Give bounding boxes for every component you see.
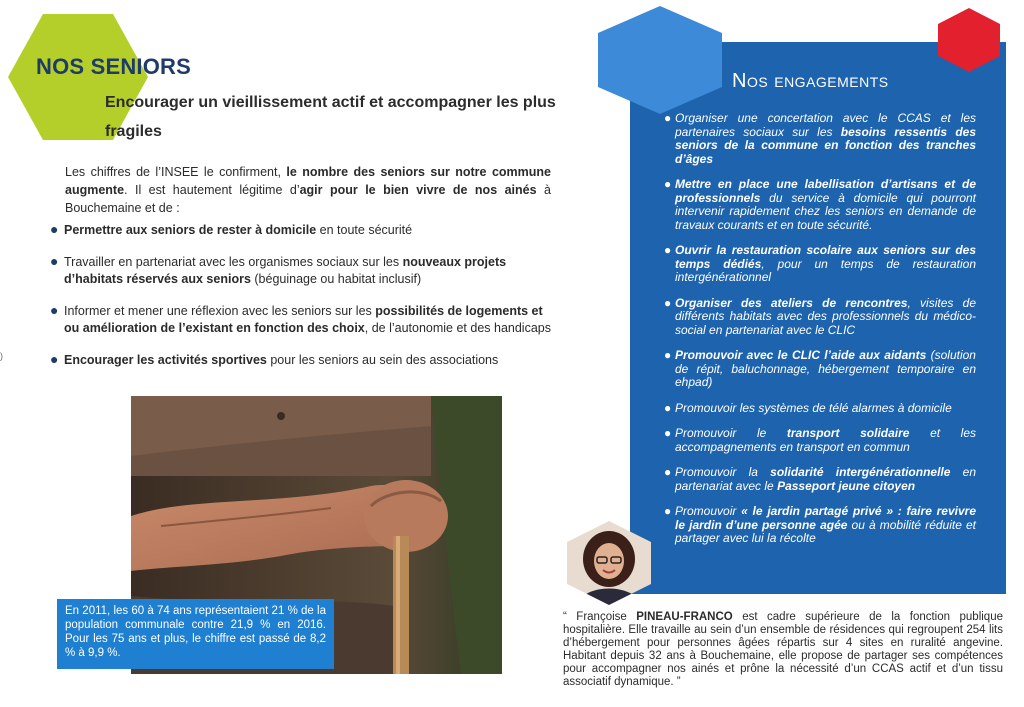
bullet-dot-icon: ● bbox=[664, 426, 672, 440]
intro-text-1: Les chiffres de l’INSEE le confirment, bbox=[65, 165, 287, 179]
bullet-text: Travailler en partenariat avec les organismes sociaux sur les bbox=[64, 255, 403, 269]
bullet-text: Informer et mener une réflexion avec les seniors sur les bbox=[64, 304, 376, 318]
item-bold: Ouvrir la restauration scolaire aux seniors sur des temps dédiés bbox=[675, 243, 976, 271]
intro-text-3: à Bouchemaine et de : bbox=[65, 183, 551, 215]
quote-name: PINEAU-FRANCO bbox=[636, 611, 733, 623]
list-item bbox=[664, 349, 976, 390]
item-text: Organiser une concertation avec le CCAS et les partenaires sociaux sur les bbox=[675, 111, 976, 139]
intro-paragraph bbox=[65, 163, 551, 217]
item-bold: « le jardin partagé privé » : faire revivre le jardin d’une personne agée bbox=[675, 504, 976, 532]
item-bold: besoins ressentis des seniors de la commune en fonction des tranches d’âges bbox=[675, 124, 976, 166]
portrait-avatar bbox=[567, 521, 651, 605]
intro-bold-2: agir pour le bien vivre de nos ainés bbox=[299, 183, 537, 197]
list-item bbox=[664, 297, 976, 338]
bullet-text: pour les seniors au sein des associations bbox=[266, 353, 499, 367]
bullet-text: (béguinage ou habitat inclusif) bbox=[250, 272, 422, 286]
item-text: Promouvoir la bbox=[675, 465, 771, 479]
bullet-bold: possibilités de logements et ou amélioration de l’existant en fonction des choix bbox=[64, 304, 543, 335]
bullet-bold: nouveaux projets d’habitats réservés aux seniors bbox=[64, 255, 507, 286]
bullet-dot-icon: ● bbox=[664, 295, 672, 310]
page-subtitle: Encourager un vieillissement actif et accompagner les plus fragiles bbox=[105, 94, 556, 140]
list-item bbox=[664, 244, 976, 285]
page-title: NOS SENIORS bbox=[36, 54, 192, 79]
quote-open: “ Françoise bbox=[563, 611, 637, 623]
bullet-dot-icon: ● bbox=[664, 111, 672, 125]
item-text: du service à domicile qui pourront intervenir rapidement chez les seniors en demande de travaux courants et en toute sécurité. bbox=[675, 190, 976, 232]
list-item bbox=[664, 505, 976, 546]
list-item bbox=[50, 222, 560, 239]
list-item bbox=[50, 303, 560, 337]
item-bold: Passeport jeune citoyen bbox=[777, 478, 916, 493]
item-text: Promouvoir le bbox=[675, 426, 787, 440]
intro-bold-1: le nombre des seniors sur notre commune augmente bbox=[65, 165, 551, 197]
engagements-title-text: Nos engagements bbox=[732, 70, 889, 92]
item-bold: Promouvoir avec le CLIC l’aide aux aidants bbox=[675, 348, 927, 362]
item-text: Promouvoir bbox=[675, 504, 742, 518]
intro-text-2: . Il est hautement légitime d’ bbox=[124, 183, 300, 197]
bullet-dot-icon: ● bbox=[50, 302, 59, 318]
list-item bbox=[664, 178, 976, 232]
statistics-box: En 2011, les 60 à 74 ans représentaient 21 % de la population communale contre 21,9 % en 2016. Pour les 75 ans et plus, le chiffre est passé de 8,2 % à 9,9 %. bbox=[57, 599, 334, 669]
quote-paragraph bbox=[563, 611, 1003, 689]
bullet-dot-icon: ● bbox=[664, 400, 672, 415]
bullet-text: , de l’autonomie et des handicaps bbox=[364, 321, 551, 335]
item-text: , visites de différents habitats avec des professionnels du médico-social en partenariat avec le CLIC bbox=[675, 295, 976, 337]
item-text: et les accompagnements en transport en commun bbox=[675, 426, 976, 454]
list-item bbox=[664, 112, 976, 166]
item-bold: solidarité intergénérationnelle bbox=[770, 465, 951, 479]
quote-text: est cadre supérieure de la fonction publique hospitalière. Elle travaille au sein d’un ensemble de résidences qui regroupent 254 lits d’hébergement pour personnes âgées répartis sur 4 sites en ruralité angevine. Habitant depuis 32 ans à Bouchemaine, elle propose de partager ses compétences pour accompagner nos ainés et prône la nécessité d’un CCAS actif et d’un tissu associatif dynamique. ” bbox=[563, 611, 1003, 688]
bullet-bold: Permettre aux seniors de rester à domicile bbox=[64, 223, 317, 237]
list-item bbox=[664, 402, 976, 416]
item-text: , pour un temps de restauration intergénérationnel bbox=[675, 256, 977, 284]
bullet-dot-icon: ● bbox=[664, 465, 672, 479]
edge-mark: ) bbox=[0, 351, 3, 361]
item-bold: Organiser des ateliers de rencontres bbox=[675, 295, 908, 310]
bullet-text: en toute sécurité bbox=[316, 223, 413, 237]
list-item bbox=[664, 427, 976, 454]
bullet-dot-icon: ● bbox=[664, 504, 672, 518]
list-item bbox=[50, 352, 560, 369]
engagements-title bbox=[732, 70, 889, 93]
bullet-dot-icon: ● bbox=[50, 221, 59, 237]
item-text: en partenariat avec le bbox=[675, 465, 976, 493]
item-bold: transport solidaire bbox=[786, 426, 910, 440]
bullet-dot-icon: ● bbox=[50, 253, 59, 269]
item-text: ou à mobilité réduite et partager avec lui la récolte bbox=[675, 517, 976, 545]
list-item bbox=[50, 254, 560, 288]
seniors-bullet-list bbox=[50, 222, 560, 384]
item-bold: Mettre en place une labellisation d’artisans et de professionnels bbox=[675, 177, 976, 205]
list-item bbox=[664, 466, 976, 493]
engagements-list bbox=[664, 112, 976, 558]
bullet-dot-icon: ● bbox=[664, 243, 672, 257]
bullet-dot-icon: ● bbox=[664, 177, 672, 191]
bullet-dot-icon: ● bbox=[664, 348, 672, 362]
bullet-dot-icon: ● bbox=[50, 351, 59, 367]
bullet-bold: Encourager les activités sportives bbox=[64, 353, 267, 367]
item-text: Promouvoir les systèmes de télé alarmes à domicile bbox=[675, 400, 952, 415]
portrait-illustration bbox=[567, 521, 651, 605]
item-text: (solution de répit, baluchonnage, hébergement temporaire en ehpad) bbox=[675, 348, 976, 389]
